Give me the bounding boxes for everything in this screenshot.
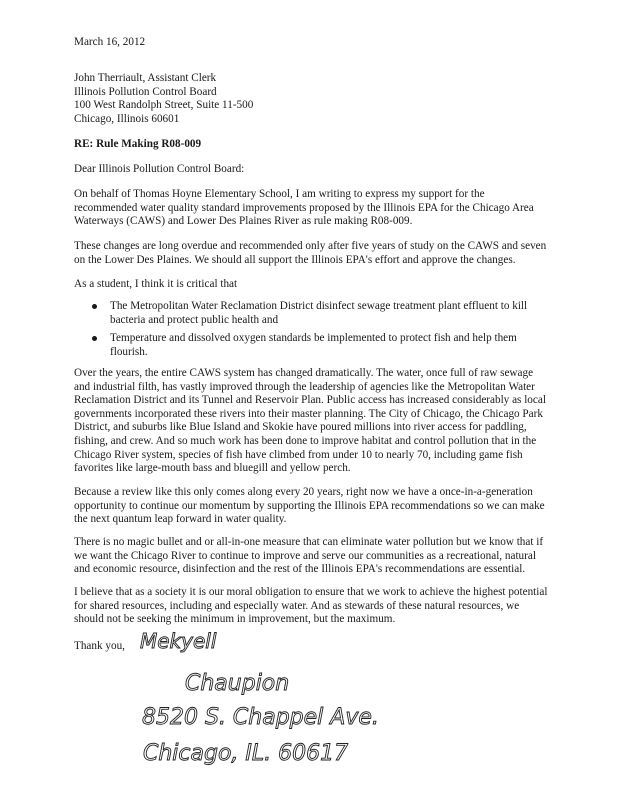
salutation: Dear Illinois Pollution Control Board: [74, 163, 245, 175]
signature-last-name: Chaupion [185, 671, 290, 696]
subject-line: RE: Rule Making R08-009 [74, 138, 202, 150]
handwritten-city: Chicago, IL. 60617 [143, 741, 349, 766]
recipient-address [74, 72, 574, 126]
paragraph-4: Because a review like this only comes along every 20 years, right now we have a once-in-a-generation opportunity to continue our momentum by supporting the Illinois EPA recommendations so we can make the next quantum leap forward in water quality. [74, 486, 545, 526]
recipient-line: Illinois Pollution Control Board [74, 85, 217, 98]
paragraph-5: There is no magic bullet and or all-in-one measure that can eliminate water pollution but we know that if we want the Chicago River to continue to improve and serve our communities as a recreational, natural and economic resource, disinfection and the rest of the Illinois EPA's recommendations are essential. [74, 536, 544, 576]
bullet-list [74, 300, 554, 364]
recipient-line: John Therriault, Assistant Clerk [74, 72, 217, 84]
recipient-line: Chicago, Illinois 60601 [74, 112, 180, 125]
paragraph-2: These changes are long overdue and recommended only after five years of study on the CAWS and seven on the Lower Des Plaines. We should all support the Illinois EPA's effort and approve the changes. [74, 240, 547, 266]
bullet-icon [92, 336, 97, 341]
list-item: The Metropolitan Water Reclamation District disinfect sewage treatment plant effluent to kill bacteria and protect public health and [74, 300, 554, 327]
paragraph-1: On behalf of Thomas Hoyne Elementary School, I am writing to express my support for the recommended water quality standard improvements proposed by the Illinois EPA for the Chicago Area Waterways (CAWS) and Lower Des Plaines River as rule making R08-009. [74, 188, 534, 228]
paragraph-3: Over the years, the entire CAWS system has changed dramatically. The water, once full of raw sewage and industrial filth, has vastly improved through the leadership of agencies like the Metropolitan Water Reclamation District and its Tunnel and Reservoir Plan. Public access has increased considerably as local governments incorporated these rivers into their master planning. The City of Chicago, the Chicago Park District, and suburbs like Blue Island and Skokie have poured millions into river access for paddling, fishing, and crew. And so much work has been done to improve habitat and control pollution that in the Chicago River system, species of fish have climbed from under 10 to nearly 70, including game fish favorites like large-mouth bass and bluegill and yellow perch. [74, 367, 546, 475]
list-item: Temperature and dissolved oxygen standards be implemented to protect fish and help them flourish. [74, 332, 554, 359]
bullet-icon [92, 304, 97, 309]
letter-date: March 16, 2012 [74, 36, 146, 48]
paragraph-6: I believe that as a society it is our moral obligation to ensure that we work to achieve the highest potential for shared resources, including and especially water. And as stewards of these natural resources, we should not be seeking the minimum in improvement, but the maximum. [74, 586, 548, 626]
intro-line: As a student, I think it is critical that [74, 278, 238, 290]
signature-first-name: Mekyell [140, 629, 217, 653]
handwritten-street: 8520 S. Chappel Ave. [142, 705, 379, 730]
recipient-line: 100 West Randolph Street, Suite 11-500 [74, 99, 254, 112]
closing: Thank you, [74, 640, 125, 652]
